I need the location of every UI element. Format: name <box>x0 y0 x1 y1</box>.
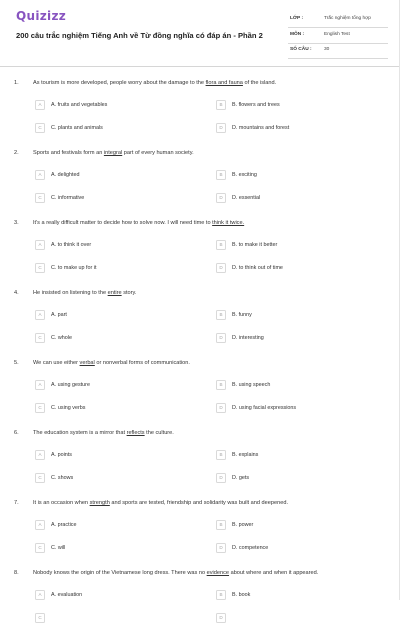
quizizz-logo: Quizizz <box>16 9 67 23</box>
meta-divider <box>288 27 388 28</box>
question-text-after: the culture. <box>144 430 174 436</box>
question-text-before: It is an occasion when <box>33 500 90 506</box>
option-letter-box: B <box>216 170 226 180</box>
option-letter-box: A <box>35 240 45 250</box>
option-text: C. to make up for it <box>51 265 97 271</box>
question-text-before: Sports and festivals form an <box>33 150 104 156</box>
question-text <box>33 150 393 156</box>
option-letter-box: A <box>35 310 45 320</box>
question-block <box>0 360 400 430</box>
option-letter-box: A <box>35 450 45 460</box>
meta-divider <box>288 58 388 59</box>
question-text <box>33 290 393 296</box>
option-letter-box: D <box>216 403 226 413</box>
option-text: A. delighted <box>51 172 80 178</box>
question-number: 7. <box>14 500 19 506</box>
question-number: 6. <box>14 430 19 436</box>
question-block <box>0 500 400 570</box>
question-text-after: of the island. <box>242 80 277 86</box>
option-letter-box: C <box>35 263 45 273</box>
option-letter-box: C <box>35 333 45 343</box>
question-text <box>33 80 393 86</box>
question-block <box>0 80 400 150</box>
question-text-before: It's a really difficult matter to decide how to solve now. I will need time to <box>33 220 213 226</box>
option-letter-box: D <box>216 473 226 483</box>
question-text-before: We can use either <box>33 360 80 366</box>
option-text: A. points <box>51 452 72 458</box>
option-text: C. shows <box>51 475 74 481</box>
option-text: D. competence <box>232 545 269 551</box>
question-underlined-word: integral <box>103 150 123 156</box>
option-letter-box: D <box>216 543 226 553</box>
question-text <box>33 500 393 506</box>
header-divider <box>0 66 400 67</box>
option-text: A. part <box>51 312 67 318</box>
option-text: A. fruits and vegetables <box>51 102 108 108</box>
question-number: 2. <box>14 150 19 156</box>
question-block <box>0 290 400 360</box>
option-letter-box: C <box>35 123 45 133</box>
option-letter-box: D <box>216 613 226 623</box>
option-letter-box: B <box>216 380 226 390</box>
question-underlined-word: evidence <box>206 570 230 576</box>
meta-label-subject: MÔN : <box>290 32 305 37</box>
option-text: B. book <box>232 592 251 598</box>
question-number: 4. <box>14 290 19 296</box>
option-letter-box: B <box>216 450 226 460</box>
option-text: A. using gesture <box>51 382 90 388</box>
option-text: C. whole <box>51 335 72 341</box>
option-letter-box: D <box>216 193 226 203</box>
question-text-before: He insisted on listening to the <box>33 290 108 296</box>
question-text-before: The education system is a mirror that <box>33 430 127 436</box>
option-letter-box: A <box>35 520 45 530</box>
option-letter-box: A <box>35 170 45 180</box>
question-text-before: As tourism is more developed, people worry about the damage to the <box>33 80 206 86</box>
option-letter-box: C <box>35 543 45 553</box>
question-text <box>33 570 393 576</box>
option-letter-box: B <box>216 240 226 250</box>
meta-value-subject: English Test <box>324 32 350 37</box>
option-letter-box: C <box>35 193 45 203</box>
option-text: D. gets <box>232 475 250 481</box>
question-number: 1. <box>14 80 19 86</box>
question-block <box>0 430 400 500</box>
question-underlined-word: think it twice. <box>212 220 245 226</box>
option-letter-box: D <box>216 333 226 343</box>
option-text: B. funny <box>232 312 252 318</box>
meta-label-question-count: SỐ CÂU : <box>290 47 312 52</box>
meta-divider <box>288 43 388 44</box>
option-letter-box: C <box>35 473 45 483</box>
option-letter-box: B <box>216 590 226 600</box>
option-text: B. to make it better <box>232 242 278 248</box>
option-text: C. using verbs <box>51 405 86 411</box>
option-text: B. flowers and trees <box>232 102 280 108</box>
meta-label-class: LỚP : <box>290 16 304 21</box>
option-text: C. will <box>51 545 66 551</box>
option-letter-box: A <box>35 380 45 390</box>
option-text: D. mountains and forest <box>232 125 290 131</box>
option-text: D. interesting <box>232 335 264 341</box>
question-block <box>0 220 400 290</box>
question-number: 5. <box>14 360 19 366</box>
option-text: A. evaluation <box>51 592 83 598</box>
question-text <box>33 220 393 226</box>
question-text <box>33 360 393 366</box>
option-letter-box: B <box>216 520 226 530</box>
question-text-after: and sports are tested, friendship and solidarity was built and deepened. <box>109 500 288 506</box>
option-text: C. informative <box>51 195 85 201</box>
question-underlined-word: strength <box>89 500 110 506</box>
option-text: C. plants and animals <box>51 125 103 131</box>
question-underlined-word: flora and fauna <box>205 80 243 86</box>
question-text-after: or nonverbal forms of communication. <box>94 360 190 366</box>
option-letter-box: A <box>35 590 45 600</box>
worksheet-header <box>0 0 400 68</box>
question-underlined-word: verbal <box>79 360 95 366</box>
question-block <box>0 570 400 640</box>
question-number: 3. <box>14 220 19 226</box>
question-text-after: about where and when it appeared. <box>229 570 319 576</box>
question-text-after: part of every human society. <box>122 150 194 156</box>
option-text: A. to think it over <box>51 242 92 248</box>
option-text: B. exciting <box>232 172 257 178</box>
question-number: 8. <box>14 570 19 576</box>
question-text <box>33 430 393 436</box>
question-block <box>0 150 400 220</box>
option-letter-box: C <box>35 403 45 413</box>
option-text: B. power <box>232 522 254 528</box>
option-letter-box: C <box>35 613 45 623</box>
question-text-before: Nobody knows the origin of the Vietnamese long dress. There was no <box>33 570 207 576</box>
question-underlined-word: entire <box>107 290 122 296</box>
option-letter-box: A <box>35 100 45 110</box>
option-text: D. to think out of time <box>232 265 283 271</box>
option-text: B. explains <box>232 452 259 458</box>
question-underlined-word: reflects <box>126 430 145 436</box>
option-text: D. essential <box>232 195 261 201</box>
option-letter-box: B <box>216 100 226 110</box>
option-letter-box: D <box>216 263 226 273</box>
option-text: D. using facial expressions <box>232 405 297 411</box>
option-text: B. using speech <box>232 382 271 388</box>
meta-value-class: Trắc nghiệm tổng hợp <box>324 16 371 21</box>
option-text: A. practice <box>51 522 77 528</box>
meta-value-question-count: 30 <box>324 47 330 52</box>
option-letter-box: D <box>216 123 226 133</box>
worksheet-title: 200 câu trắc nghiệm Tiếng Anh về Từ đồng nghĩa có đáp án - Phần 2 <box>16 31 263 40</box>
option-letter-box: B <box>216 310 226 320</box>
question-text-after: story. <box>121 290 137 296</box>
